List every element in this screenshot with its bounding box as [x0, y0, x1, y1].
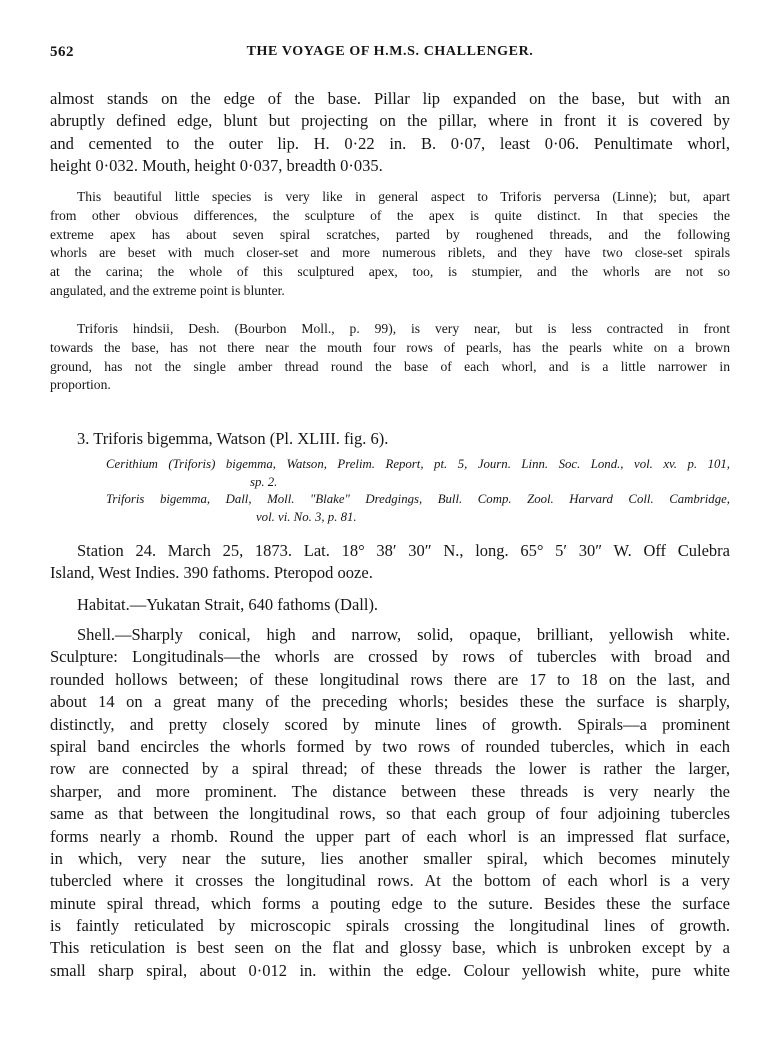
running-header — [50, 44, 730, 64]
text-line: Station 24. March 25, 1873. Lat. 18° 38′ 30″ N., long. 65° 5′ 30″ W. Off Culebra — [77, 541, 730, 560]
text-line: Shell.—Sharply conical, high and narrow, solid, opaque, brilliant, yellowish white. — [77, 625, 730, 644]
habitat-line: Habitat.—Yukatan Strait, 640 fathoms (Dall). — [77, 595, 379, 614]
text-line: sharper, and more prominent. The distance between these threads is very nearly the — [50, 781, 730, 801]
synonymy-line: Triforis bigemma, Dall, Moll. "Blake" Dredgings, Bull. Comp. Zool. Harvard Coll. Cambridge, — [106, 492, 730, 507]
text-line: and cemented to the outer lip. H. 0·22 in. B. 0·07, least 0·06. Penultimate whorl, — [50, 133, 730, 153]
habitat-record — [50, 594, 730, 616]
text-line: whorls are beset with much closer-set and more numerous riblets, and they have two close-set spirals — [50, 245, 730, 261]
page-number: 562 — [50, 44, 74, 60]
station-record — [50, 540, 730, 585]
text-line: rounded hollows between; of these longitudinal rows there are 17 to 18 on the last, and — [50, 669, 730, 689]
text-line: minute spiral thread, which forms a pouting edge to the suture. Besides these the surface — [50, 893, 730, 913]
text-line: from other obvious differences, the sculpture of the apex is quite distinct. In that species the — [50, 207, 730, 223]
species-heading: 3. Triforis bigemma, Watson (Pl. XLIII. fig. 6). — [77, 429, 389, 448]
text-line: proportion. — [50, 377, 111, 393]
text-line: ground, has not the single amber thread round the base of each whorl, and is a little narrower in — [50, 358, 730, 374]
text-line: at the carina; the whole of this sculptured apex, too, is stumpier, and the whorls are not so — [50, 264, 730, 280]
text-line: extreme apex has about seven spiral scratches, parted by roughened threads, and the following — [50, 226, 730, 242]
text-line: angulated, and the extreme point is blunter. — [50, 282, 285, 298]
text-line: Sculpture: Longitudinals—the whorls are crossed by rows of tubercles with broad and — [50, 647, 730, 667]
text-line: height 0·032. Mouth, height 0·037, breadth 0·035. — [50, 156, 383, 176]
synonymy-line: Cerithium (Triforis) bigemma, Watson, Prelim. Report, pt. 5, Journ. Linn. Soc. Lond., vol. xv. p. 101, — [106, 457, 730, 471]
synonymy-line: vol. vi. No. 3, p. 81. — [256, 509, 357, 524]
species-heading-block — [50, 428, 730, 450]
text-line: in which, very near the suture, lies another smaller spiral, which becomes minutely — [50, 848, 730, 868]
text-line: Island, West Indies. 390 fathoms. Pteropod ooze. — [50, 563, 373, 583]
running-title: THE VOYAGE OF H.M.S. CHALLENGER. — [246, 44, 534, 59]
text-line: spiral band encircles the whorls formed by two rows of rounded tubercles, which in each — [50, 736, 730, 756]
text-line: small sharp spiral, about 0·012 in. within the edge. Colour yellowish white, pure white — [50, 960, 730, 980]
text-line: This reticulation is best seen on the flat and glossy base, which is unbroken except by a — [50, 938, 730, 958]
text-line: towards the base, has not there near the mouth four rows of pearls, has the pearls white on a brown — [50, 339, 730, 355]
remarks-paragraph-2 — [50, 320, 730, 395]
synonymy-line: sp. 2. — [250, 474, 278, 489]
synonymy-block — [50, 456, 730, 526]
shell-description — [50, 624, 730, 982]
text-line: tubercled where it crosses the longitudinal rows. At the bottom of each whorl is a very — [50, 871, 730, 891]
text-line: same as that between the longitudinal rows, so that each group of four adjoining tubercles — [50, 804, 730, 824]
text-line: almost stands on the edge of the base. Pillar lip expanded on the base, but with an — [50, 89, 730, 108]
text-line: This beautiful little species is very like in general aspect to Triforis perversa (Linne); but, apart — [77, 189, 730, 204]
text-line: about 14 on a great many of the preceding whorls; besides these the surface is sharply, — [50, 692, 730, 712]
text-line: row are connected by a spiral thread; of these threads the lower is rather the larger, — [50, 759, 730, 779]
text-line: abruptly defined edge, blunt but projecting on the pillar, where in front it is covered by — [50, 111, 730, 131]
text-line: is faintly reticulated by microscopic spirals crossing the longitudinal lines of growth. — [50, 916, 730, 936]
remarks-paragraph-1 — [50, 188, 730, 301]
paragraph-continuation — [50, 88, 730, 178]
text-line: distinctly, and pretty closely scored by minute lines of growth. Spirals—a prominent — [50, 714, 730, 734]
text-line: Triforis hindsii, Desh. (Bourbon Moll., p. 99), is very near, but is less contracted in front — [77, 321, 730, 336]
text-line: forms nearly a rhomb. Round the upper part of each whorl is an impressed flat surface, — [50, 826, 730, 846]
